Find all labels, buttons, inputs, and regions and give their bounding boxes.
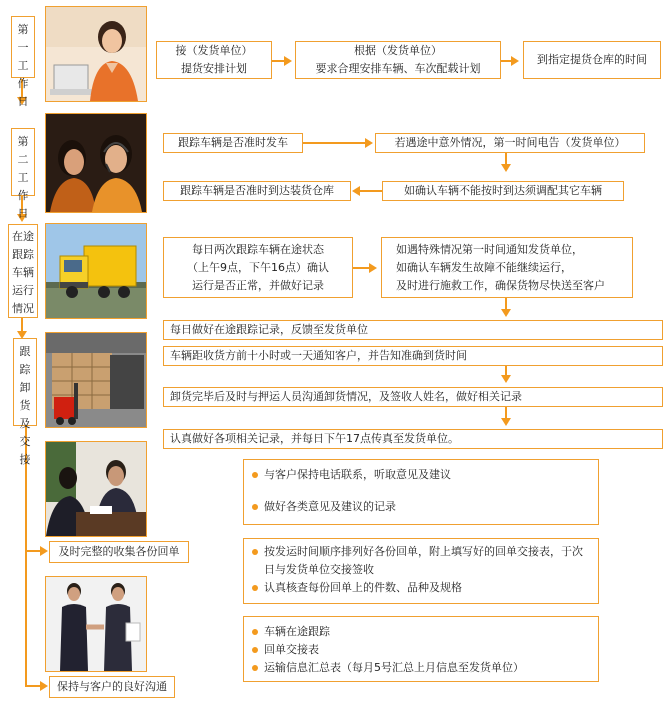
receive-pickup-plan [156,41,272,79]
daily-tracking [163,237,353,298]
item-text: 回单交接表 [264,643,319,656]
photo-office-woman [45,6,147,102]
daily-tracking-line1: 每日两次跟踪车辆在途状态 [192,242,324,256]
list-item [252,579,590,597]
notify-customer: 车辆距收货方前十小时或一天通知客户，并告知准确到货时间 [163,346,663,366]
group-customer-contact [243,459,599,525]
bullet-icon [252,665,258,671]
item-text: 与客户保持电话联系，听取意见及建议 [264,468,451,481]
list-item [252,641,590,659]
arrange-vehicles-line1: 根据（发货单位） [354,44,442,57]
arrive-warehouse-time: 到指定提货仓库的时间 [523,41,661,79]
list-item [252,466,590,484]
group-receipts [243,538,599,604]
stage-unloading: 跟踪卸货及交接 [13,338,37,426]
stage-day2: 第二工作日 [11,128,35,196]
special-situation-line3: 及时进行施救工作，确保货物尽快送至客户 [396,278,605,292]
arrange-vehicles [295,41,501,79]
stage-in-transit: 在途跟踪车辆运行情况 [8,224,38,318]
unload-communication: 卸货完毕后及时与押运人员沟通卸货情况，及签收人姓名，做好相关记录 [163,387,663,407]
arrange-vehicles-line2: 要求合理安排车辆、车次配载计划 [315,62,481,75]
daily-tracking-line3: 运行是否正常，并做好记录 [192,278,324,292]
item-text: 车辆在途跟踪 [264,625,330,638]
stage-communication: 保持与客户的良好沟通 [49,676,175,698]
receive-pickup-plan-line1: 接（发货单位） [175,44,253,57]
stage-receipts: 及时完整的收集各份回单 [49,541,189,563]
bullet-icon [252,585,258,591]
special-situation [381,237,633,298]
bullet-icon [252,647,258,653]
bullet-icon [252,549,258,555]
item-text: 按发运时间顺序排列好各份回单，附上填写好的回单交接表，于次日与发货单位交接签收 [264,545,583,576]
item-text: 做好各类意见及建议的记录 [264,500,396,513]
daily-tracking-line2: （上午9点，下午16点）确认 [187,260,329,274]
group-documents [243,616,599,682]
photo-meeting [45,441,147,537]
dispatch-other-vehicle: 如确认车辆不能按时到达须调配其它车辆 [382,181,624,201]
track-departure: 跟踪车辆是否准时发车 [163,133,303,153]
special-situation-line1: 如遇特殊情况第一时间通知发货单位， [396,242,583,256]
special-situation-line2: 如确认车辆发生故障不能继续运行， [396,260,572,274]
report-accident: 若遇途中意外情况，第一时间电告（发货单位） [375,133,645,153]
fax-records: 认真做好各项相关记录，并每日下午17点传真至发货单位。 [163,429,663,449]
photo-truck [45,223,147,319]
item-text: 认真核查每份回单上的件数、品种及规格 [264,581,462,594]
receive-pickup-plan-line2: 提货安排计划 [181,62,247,75]
bullet-icon [252,504,258,510]
photo-handshake [45,576,147,672]
bullet-icon [252,472,258,478]
photo-warehouse [45,332,147,428]
list-item [252,543,590,579]
photo-call-center [45,113,147,213]
list-item [252,623,590,641]
stage-day1: 第一工作日 [11,16,35,78]
list-item [252,498,590,516]
feedback-record: 每日做好在途跟踪记录，反馈至发货单位 [163,320,663,340]
item-text: 运输信息汇总表（每月5号汇总上月信息至发货单位） [264,661,524,674]
bullet-icon [252,629,258,635]
list-item [252,659,590,677]
track-arrival: 跟踪车辆是否准时到达装货仓库 [163,181,351,201]
